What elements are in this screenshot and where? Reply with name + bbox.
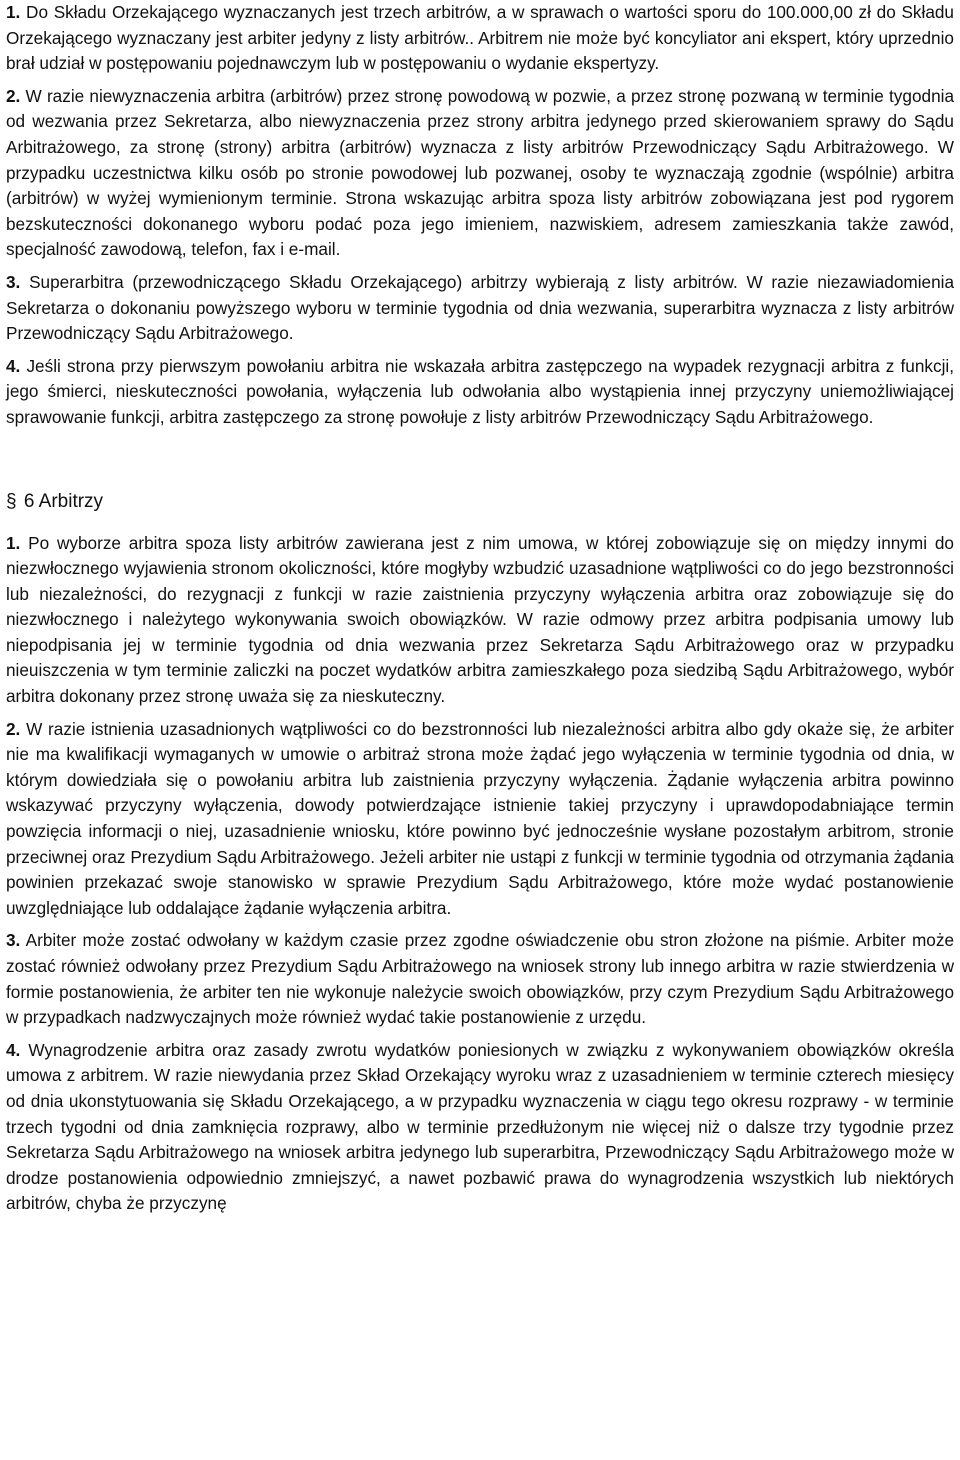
- section6-paragraph-1: [6, 531, 954, 710]
- section-heading: [6, 489, 954, 515]
- paragraph-text: Wynagrodzenie arbitra oraz zasady zwrotu wydatków poniesionych w związku z wykonywaniem obowiązków określa umowa z arbitrem. W razie niewydania przez Skład Orzekający wyroku wraz z uzasadnieniem w terminie czterech miesięcy od dnia ukonstytuowania się Składu Orzekającego, a w przypadku wyznaczenia w ciągu tego okresu rozprawy - w terminie trzech tygodni od dnia zamknięcia rozprawy, albo w terminie przedłużonym nie więcej niż o dalsze trzy tygodnie przez Sekretarza Sądu Arbitrażowego na wniosek arbitra jedynego lub superarbitra, Przewodniczący Sądu Arbitrażowego może w drodze postanowienia odpowiednio zmniejszyć, a nawet pozbawić prawa do wynagrodzenia wszystkich lub niektórych arbitrów, chyba że przyczynę: [6, 1039, 954, 1214]
- paragraph-text: W razie istnienia uzasadnionych wątpliwości co do bezstronności lub niezależności arbitra albo gdy okaże się, że arbiter nie ma kwalifikacji wymaganych w umowie o arbitraż strona może żądać jego wyłączenia w terminie tygodnia od dnia, w którym dowiedziała się o powołaniu arbitra lub zaistnienia przyczyny wyłączenia. Żądanie wyłączenia arbitra powinno wskazywać przyczyny wyłączenia, dowody potwierdzające istnienie takiej przyczyny i uprawdopodabniające termin powzięcia informacji o niej, uzasadnienie wniosku, które powinno być jednocześnie wysłane pozostałym arbitrom, stronie przeciwnej oraz Prezydium Sądu Arbitrażowego. Jeżeli arbiter nie ustąpi z funkcji w terminie tygodnia od otrzymania żądania powinien przekazać swoje stanowisko w sprawie Prezydium Sądu Arbitrażowego, które może wydać postanowienie uwzględniające lub oddalające żądanie wyłączenia arbitra.: [6, 718, 954, 918]
- paragraph-text: Po wyborze arbitra spoza listy arbitrów zawierana jest z nim umowa, w której zobowiązuje się on między innymi do niezwłocznego wyjawienia stronom okoliczności, które mogłyby wzbudzić uzasadnione wątpliwości co do jego bezstronności lub niezależności, do rezygnacji z funkcji w razie zaistnienia przyczyny wyłączenia arbitra oraz zobowiązuje się do niezwłocznego i należytego wykonywania swoich obowiązków. W razie odmowy przez arbitra podpisania umowy lub niepodpisania jej w terminie tygodnia od dnia wezwania przez Sekretarza Sądu Arbitrażowego oraz w przypadku nieuiszczenia w tym terminie zaliczki na poczet wydatków arbitra zamieszkałego poza siedzibą Sądu Arbitrażowego, wybór arbitra dokonany przez stronę uważa się za nieskuteczny.: [6, 532, 954, 707]
- section5-paragraph-2: [6, 84, 954, 263]
- paragraph-number: 1.: [6, 2, 21, 22]
- section6-paragraph-4: [6, 1038, 954, 1217]
- section5-paragraph-4: [6, 354, 954, 431]
- paragraph-text: Do Składu Orzekającego wyznaczanych jest trzech arbitrów, a w sprawach o wartości sporu do 100.000,00 zł do Składu Orzekającego wyznaczany jest arbiter jedyny z listy arbitrów.. Arbitrem nie może być koncyliator ani ekspert, który uprzednio brał udział w postępowaniu pojednawczym lub w postępowaniu o wydanie ekspertyzy.: [6, 2, 954, 74]
- paragraph-number: 1.: [6, 532, 21, 553]
- paragraph-text: Superarbitra (przewodniczącego Składu Orzekającego) arbitrzy wybierają z listy arbitrów. W razie niezawiadomienia Sekretarza o dokonaniu powyższego wyboru w terminie tygodnia od dnia wezwania, superarbitra wyznacza z listy arbitrów Przewodniczący Sądu Arbitrażowego.: [6, 271, 955, 344]
- section5-paragraph-1: [6, 0, 954, 77]
- paragraph-number: 2.: [6, 85, 21, 106]
- section-title: 6 Arbitrzy: [23, 490, 104, 512]
- paragraph-number: 4.: [6, 1039, 21, 1060]
- paragraph-number: 4.: [6, 355, 21, 376]
- section6-paragraph-3: [6, 928, 954, 1030]
- paragraph-text: W razie niewyznaczenia arbitra (arbitrów) przez stronę powodową w pozwie, a przez stronę pozwaną w terminie tygodnia od wezwania przez Sekretarza, albo niewyznaczenia przez strony arbitra jedynego przed skierowaniem sprawy do Sądu Arbitrażowego, za stronę (strony) arbitra (arbitrów) wyznacza z listy arbitrów Przewodniczący Sądu Arbitrażowego. W przypadku uczestnictwa kilku osób po stronie powodowej lub pozwanej, osoby te wyznaczają zgodnie (wspólnie) arbitra (arbitrów) w wyżej wymienionym terminie. Strona wskazując arbitra spoza listy arbitrów zobowiązana jest pod rygorem bezskuteczności dokonanego wyboru podać poza jego imieniem, nazwiskiem, adresem zamieszkania także zawód, specjalność zawodową, telefon, fax i e-mail.: [6, 85, 955, 260]
- paragraph-number: 3.: [6, 930, 21, 951]
- paragraph-number: 2.: [6, 718, 21, 739]
- section5-paragraph-3: [6, 270, 954, 347]
- section6-paragraph-2: [6, 717, 954, 922]
- paragraph-text: Arbiter może zostać odwołany w każdym czasie przez zgodne oświadczenie obu stron złożone na piśmie. Arbiter może zostać również odwołany przez Prezydium Sądu Arbitrażowego na wniosek strony lub innego arbitra w razie stwierdzenia w formie postanowienia, że arbiter ten nie wykonuje należycie swoich obowiązków, przy czym Prezydium Sądu Arbitrażowego w przypadkach nadzwyczajnych może również wydać takie postanowienie z urzędu.: [6, 930, 955, 1028]
- paragraph-text: Jeśli strona przy pierwszym powołaniu arbitra nie wskazała arbitra zastępczego na wypadek rezygnacji arbitra z funkcji, jego śmierci, nieskuteczności powołania, wyłączenia lub odwołania albo wystąpienia innej przyczyny uniemożliwiającej sprawowanie funkcji, arbitra zastępczego za stronę powołuje z listy arbitrów Przewodniczący Sądu Arbitrażowego.: [6, 355, 954, 427]
- paragraph-number: 3.: [6, 271, 21, 292]
- section-symbol: §: [6, 490, 17, 512]
